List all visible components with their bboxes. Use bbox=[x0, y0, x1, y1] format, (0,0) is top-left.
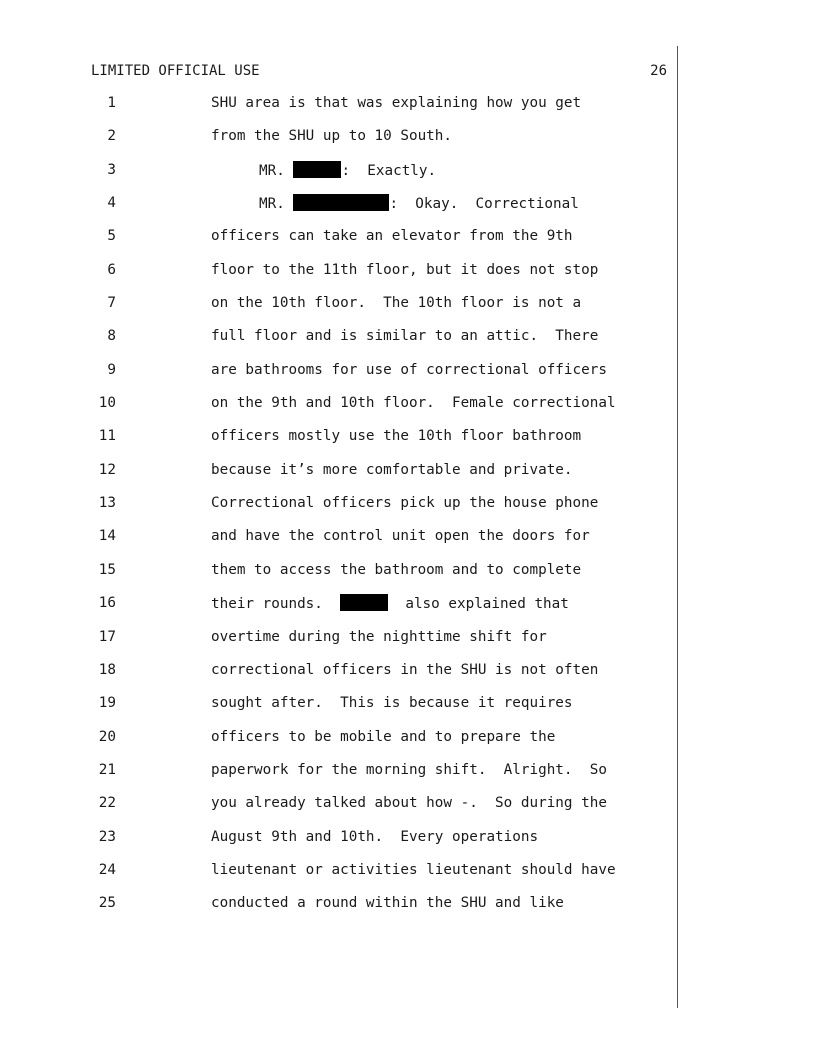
line-text: you already talked about how -. So during the bbox=[211, 795, 607, 812]
transcript-line bbox=[0, 794, 816, 827]
transcript-line bbox=[0, 127, 816, 160]
line-text: and have the control unit open the doors for bbox=[211, 528, 590, 545]
speaker-prefix: MR. bbox=[259, 162, 294, 179]
line-text: overtime during the nighttime shift for bbox=[211, 628, 547, 645]
line-number: 18 bbox=[98, 661, 116, 678]
line-text: Correctional officers pick up the house phone bbox=[211, 495, 599, 512]
transcript-line bbox=[0, 828, 816, 861]
transcript-line bbox=[0, 194, 816, 227]
line-text: conducted a round within the SHU and like bbox=[211, 895, 564, 912]
transcript-line bbox=[0, 294, 816, 327]
transcript-line bbox=[0, 761, 816, 794]
line-number: 1 bbox=[107, 95, 116, 111]
line-text: because it’s more comfortable and private. bbox=[211, 461, 573, 478]
redaction-box bbox=[293, 194, 389, 211]
transcript-line bbox=[0, 694, 816, 727]
line-text: officers mostly use the 10th floor bathroom bbox=[211, 428, 582, 445]
line-text: August 9th and 10th. Every operations bbox=[211, 828, 539, 845]
line-text-before-redaction: their rounds. bbox=[211, 596, 341, 613]
line-text bbox=[259, 194, 579, 213]
page-number: 26 bbox=[650, 63, 667, 79]
transcript-line bbox=[0, 427, 816, 460]
transcript-lines bbox=[0, 94, 816, 928]
transcript-line bbox=[0, 394, 816, 427]
line-text: correctional officers in the SHU is not often bbox=[211, 661, 599, 678]
speaker-text: : Exactly. bbox=[341, 162, 437, 179]
line-number: 3 bbox=[107, 161, 116, 178]
line-number: 19 bbox=[98, 695, 116, 712]
redaction-box bbox=[293, 161, 341, 178]
line-number: 25 bbox=[98, 895, 116, 912]
line-number: 6 bbox=[107, 261, 116, 278]
line-text: floor to the 11th floor, but it does not stop bbox=[211, 261, 599, 278]
line-number: 9 bbox=[107, 361, 116, 378]
line-text-after-redaction: also explained that bbox=[388, 596, 569, 613]
classification-label: LIMITED OFFICIAL USE bbox=[91, 63, 260, 79]
line-text: SHU area is that was explaining how you get bbox=[211, 95, 582, 111]
transcript-line bbox=[0, 628, 816, 661]
line-number: 7 bbox=[107, 295, 116, 312]
line-text: them to access the bathroom and to complete bbox=[211, 561, 582, 578]
transcript-line bbox=[0, 861, 816, 894]
transcript-line bbox=[0, 227, 816, 260]
transcript-line bbox=[0, 894, 816, 927]
line-number: 11 bbox=[98, 428, 116, 445]
line-number: 14 bbox=[98, 528, 116, 545]
line-number: 24 bbox=[98, 861, 116, 878]
line-text: lieutenant or activities lieutenant should have bbox=[211, 861, 616, 878]
speaker-prefix: MR. bbox=[259, 196, 294, 213]
transcript-line bbox=[0, 527, 816, 560]
speaker-text: : Okay. Correctional bbox=[389, 196, 579, 213]
line-number: 22 bbox=[98, 795, 116, 812]
transcript-line bbox=[0, 594, 816, 627]
line-text: are bathrooms for use of correctional officers bbox=[211, 361, 607, 378]
line-text: officers to be mobile and to prepare the bbox=[211, 728, 556, 745]
line-number: 10 bbox=[98, 395, 116, 412]
line-number: 23 bbox=[98, 828, 116, 845]
line-number: 5 bbox=[107, 228, 116, 245]
line-text: sought after. This is because it requires bbox=[211, 695, 573, 712]
transcript-line bbox=[0, 94, 816, 127]
transcript-line bbox=[0, 561, 816, 594]
line-number: 12 bbox=[98, 461, 116, 478]
page-header bbox=[91, 62, 667, 80]
line-text: paperwork for the morning shift. Alright. So bbox=[211, 761, 607, 778]
transcript-line bbox=[0, 261, 816, 294]
line-number: 21 bbox=[98, 761, 116, 778]
line-text bbox=[211, 594, 569, 613]
line-number: 20 bbox=[98, 728, 116, 745]
line-text: full floor and is similar to an attic. There bbox=[211, 328, 599, 345]
transcript-line bbox=[0, 327, 816, 360]
transcript-line bbox=[0, 161, 816, 194]
line-number: 17 bbox=[98, 628, 116, 645]
line-text bbox=[259, 161, 436, 180]
line-number: 2 bbox=[107, 128, 116, 145]
line-text: officers can take an elevator from the 9th bbox=[211, 228, 573, 245]
line-number: 4 bbox=[107, 195, 116, 212]
transcript-line bbox=[0, 461, 816, 494]
transcript-line bbox=[0, 661, 816, 694]
line-number: 8 bbox=[107, 328, 116, 345]
line-text: on the 10th floor. The 10th floor is not a bbox=[211, 295, 582, 312]
line-number: 15 bbox=[98, 561, 116, 578]
transcript-line bbox=[0, 728, 816, 761]
line-number: 16 bbox=[98, 595, 116, 612]
transcript-line bbox=[0, 361, 816, 394]
line-text: on the 9th and 10th floor. Female correctional bbox=[211, 395, 616, 412]
line-text: from the SHU up to 10 South. bbox=[211, 128, 453, 145]
line-number: 13 bbox=[98, 495, 116, 512]
transcript-line bbox=[0, 494, 816, 527]
redaction-box bbox=[340, 594, 388, 611]
